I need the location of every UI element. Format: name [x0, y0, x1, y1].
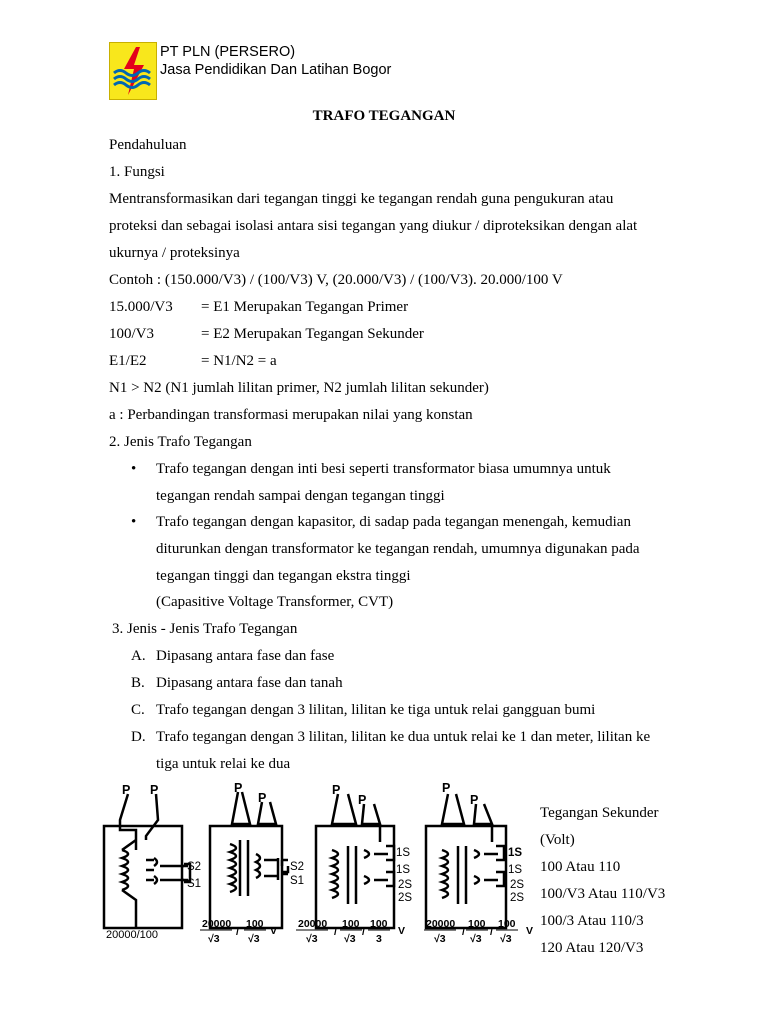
bullet-line: tegangan rendah sampai dengan tegangan tinggi [156, 488, 445, 504]
ratio-numerator: 20000 [298, 918, 328, 930]
terminal-label: 2S [398, 892, 413, 904]
ratio-numerator: 100 [370, 918, 388, 930]
secondary-voltage-label: Tegangan Sekunder [540, 805, 659, 821]
ratio-denominator: √3 [248, 933, 260, 945]
ratio-slash: / [362, 926, 365, 938]
def-term: 100/V3 [109, 326, 154, 342]
list-item: Dipasang antara fase dan fase [156, 648, 335, 664]
terminal-label: 1S [508, 847, 523, 859]
list-item: Dipasang antara fase dan tanah [156, 675, 343, 691]
ratio-denominator: √3 [344, 933, 356, 945]
diagram-label-p: P [470, 793, 479, 807]
section-2-heading: 2. Jenis Trafo Tegangan [109, 434, 252, 450]
voltage-transformer-diagrams [100, 780, 535, 960]
paragraph-line: ukurnya / proteksinya [109, 245, 240, 261]
company-name: PT PLN (PERSERO) [160, 44, 296, 60]
ratio-numerator: 100 [342, 918, 360, 930]
paragraph-line: Mentransformasikan dari tegangan tinggi ke tegangan rendah guna pengukuran atau [109, 191, 614, 207]
ratio-denominator: √3 [208, 933, 220, 945]
terminal-label: 1S [508, 864, 523, 876]
unit-label: V [526, 925, 534, 937]
terminal-label: S1 [290, 875, 305, 887]
paragraph-line: a : Perbandingan transformasi merupakan nilai yang konstan [109, 407, 473, 423]
ratio-numerator: 20000 [202, 918, 232, 930]
secondary-voltage-value: 100/3 Atau 110/3 [540, 913, 644, 929]
vt-diagram-c [316, 794, 394, 928]
list-marker: D. [131, 729, 146, 745]
terminal-label: 2S [398, 879, 413, 891]
secondary-voltage-value: 120 Atau 120/V3 [540, 940, 644, 956]
bullet-icon: • [131, 514, 137, 530]
ratio-denominator: 3 [376, 933, 382, 945]
def-value: = E1 Merupakan Tegangan Primer [201, 299, 409, 315]
terminal-label: 1S [396, 847, 411, 859]
ratio-denominator: √3 [500, 933, 512, 945]
unit-name: Jasa Pendidikan Dan Latihan Bogor [160, 62, 392, 78]
list-item: Trafo tegangan dengan 3 lilitan, lilitan ke dua untuk relai ke 1 dan meter, lilitan ke [156, 729, 651, 745]
vt-diagram-a [104, 794, 190, 928]
secondary-voltage-unit: (Volt) [540, 832, 575, 848]
unit-label: V [270, 925, 278, 937]
list-item: tiga untuk relai ke dua [156, 756, 291, 772]
diagram-label-p: P [442, 781, 451, 795]
ratio-label: 20000/100 [106, 929, 158, 941]
ratio-slash: / [462, 926, 465, 938]
def-term: E1/E2 [109, 353, 147, 369]
ratio-slash: / [236, 926, 239, 938]
pln-logo [109, 42, 157, 100]
page-title: TRAFO TEGANGAN [312, 108, 456, 124]
ratio-slash: / [490, 926, 493, 938]
ratio-numerator: 100 [246, 918, 264, 930]
secondary-voltage-value: 100 Atau 110 [540, 859, 621, 875]
diagram-label-p: P [358, 793, 367, 807]
list-marker: B. [131, 675, 145, 691]
ratio-numerator: 100 [468, 918, 486, 930]
diagram-label-p: P [234, 781, 243, 795]
list-marker: C. [131, 702, 145, 718]
bullet-line: diturunkan dengan transformator ke tegangan rendah, umumnya digunakan pada [156, 541, 640, 557]
bullet-line: Trafo tegangan dengan inti besi seperti transformator biasa umumnya untuk [156, 461, 611, 477]
ratio-numerator: 20000 [426, 918, 456, 930]
section-1-heading: 1. Fungsi [109, 164, 165, 180]
secondary-voltage-value: 100/V3 Atau 110/V3 [540, 886, 666, 902]
terminal-label: 1S [396, 864, 411, 876]
terminal-label: 2S [510, 892, 525, 904]
bullet-icon: • [131, 461, 137, 477]
def-value: = N1/N2 = a [201, 353, 277, 369]
unit-label: V [398, 925, 406, 937]
org-header [160, 43, 391, 79]
ratio-denominator: √3 [306, 933, 318, 945]
ratio-numerator: 100 [498, 918, 516, 930]
vt-diagram-b [210, 792, 288, 928]
diagram-label-p: P [150, 783, 159, 797]
terminal-label: S2 [290, 861, 305, 873]
terminal-label: 2S [510, 879, 525, 891]
vt-diagram-d [426, 794, 506, 928]
def-value: = E2 Merupakan Tegangan Sekunder [201, 326, 424, 342]
bullet-line: Trafo tegangan dengan kapasitor, di sadap pada tegangan menengah, kemudian [156, 514, 631, 530]
ratio-slash: / [334, 926, 337, 938]
list-marker: A. [131, 648, 146, 664]
ratio-denominator: √3 [470, 933, 482, 945]
section-3-heading: 3. Jenis - Jenis Trafo Tegangan [112, 621, 298, 637]
bullet-line: (Capasitive Voltage Transformer, CVT) [156, 594, 394, 610]
paragraph-line: proteksi dan sebagai isolasi antara sisi tegangan yang diukur / diproteksikan dengan alat [109, 218, 638, 234]
diagram-label-p: P [122, 783, 131, 797]
paragraph-line: N1 > N2 (N1 jumlah lilitan primer, N2 jumlah lilitan sekunder) [109, 380, 489, 396]
def-term: 15.000/V3 [109, 299, 173, 315]
intro-heading: Pendahuluan [109, 137, 187, 153]
terminal-label: S2 [187, 861, 202, 873]
diagram-label-p: P [258, 791, 267, 805]
list-item: Trafo tegangan dengan 3 lilitan, lilitan ke tiga untuk relai gangguan bumi [156, 702, 596, 718]
terminal-label: S1 [187, 878, 202, 890]
example-line: Contoh : (150.000/V3) / (100/V3) V, (20.000/V3) / (100/V3). 20.000/100 V [109, 272, 563, 288]
ratio-denominator: √3 [434, 933, 446, 945]
bullet-line: tegangan tinggi dan tegangan ekstra tinggi [156, 568, 411, 584]
diagram-label-p: P [332, 783, 341, 797]
